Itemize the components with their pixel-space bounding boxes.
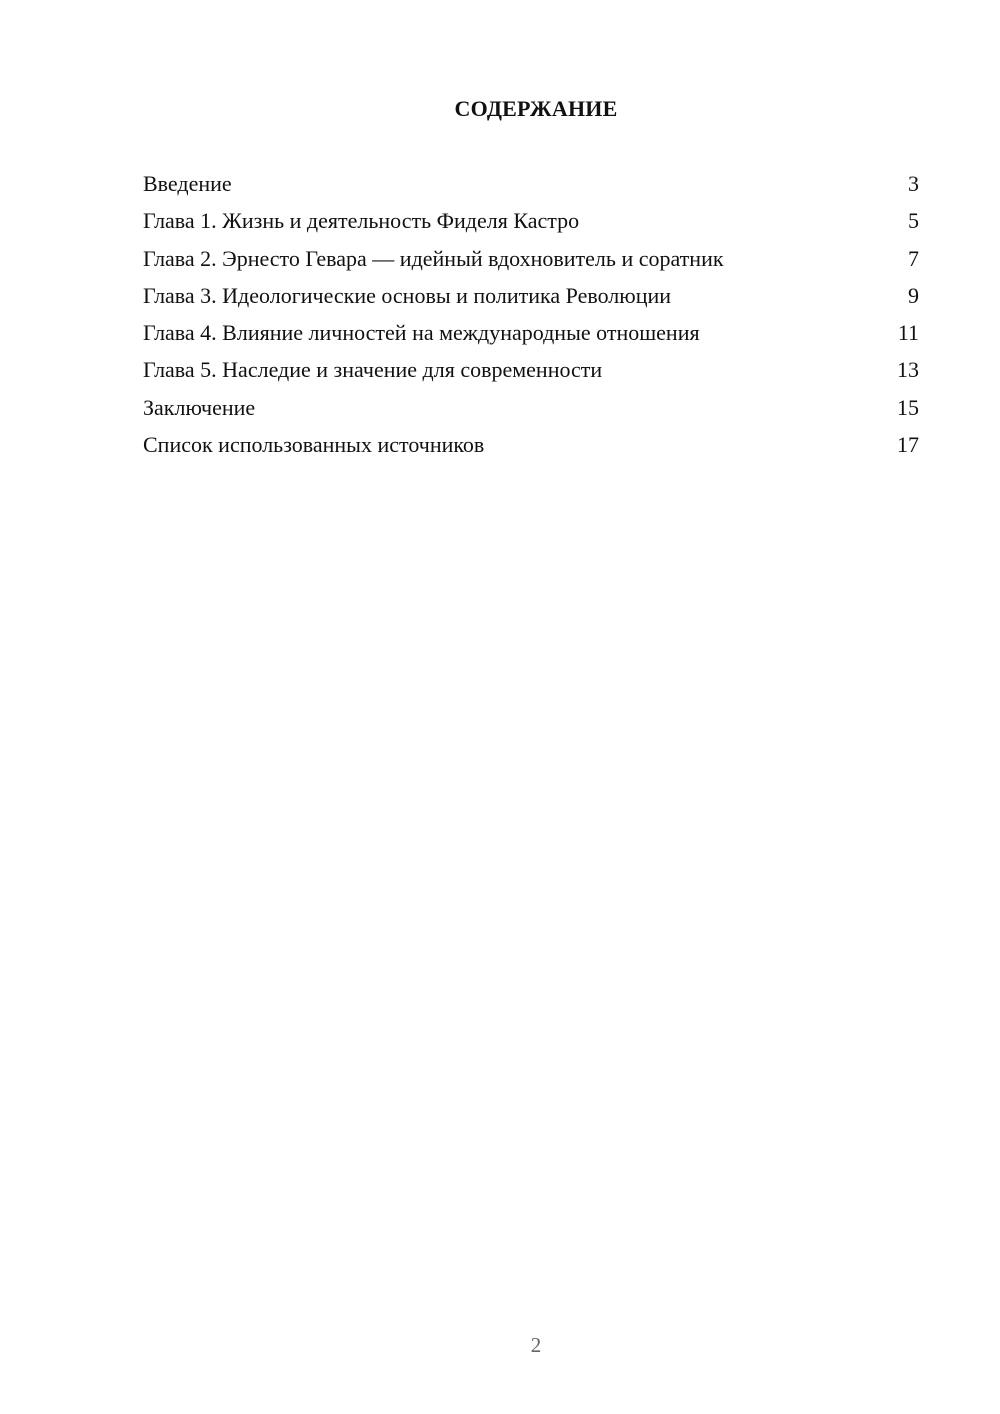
toc-entry-chapter-2 — [143, 244, 919, 281]
toc-entry-label: Глава 1. Жизнь и деятельность Фиделя Кастро — [143, 208, 580, 234]
toc-entry-label: Глава 4. Влияние личностей на международные отношения — [143, 320, 700, 346]
toc-entry-label: Глава 2. Эрнесто Гевара — идейный вдохновитель и соратник — [143, 245, 724, 271]
page-number: 2 — [530, 1333, 542, 1357]
toc-entry-label: Заключение — [143, 394, 256, 420]
toc-entry-chapter-5 — [143, 355, 919, 392]
toc-entry-chapter-3 — [143, 281, 919, 318]
toc-entry-label: Введение — [143, 171, 232, 196]
toc-entry-chapter-4 — [143, 318, 919, 355]
toc-entry-page: 3 — [908, 171, 919, 196]
toc-title: СОДЕРЖАНИЕ — [454, 96, 618, 121]
toc-entry-chapter-1 — [143, 206, 919, 243]
toc-entry-page: 17 — [897, 432, 919, 458]
toc-entry-label: Глава 5. Наследие и значение для современности — [143, 357, 603, 383]
toc-entry-page: 11 — [897, 320, 919, 346]
table-of-contents — [143, 169, 919, 467]
toc-entry-introduction — [143, 169, 919, 206]
toc-entry-page: 7 — [908, 245, 919, 271]
toc-entry-page: 15 — [897, 394, 919, 420]
toc-entry-label: Список использованных источников — [143, 432, 485, 458]
toc-entry-references — [143, 430, 919, 467]
toc-entry-page: 5 — [908, 208, 919, 234]
toc-entry-label: Глава 3. Идеологические основы и политика Революции — [143, 282, 672, 308]
toc-entry-conclusion — [143, 393, 919, 430]
toc-entry-page: 13 — [897, 357, 919, 383]
toc-entry-page: 9 — [908, 282, 919, 308]
